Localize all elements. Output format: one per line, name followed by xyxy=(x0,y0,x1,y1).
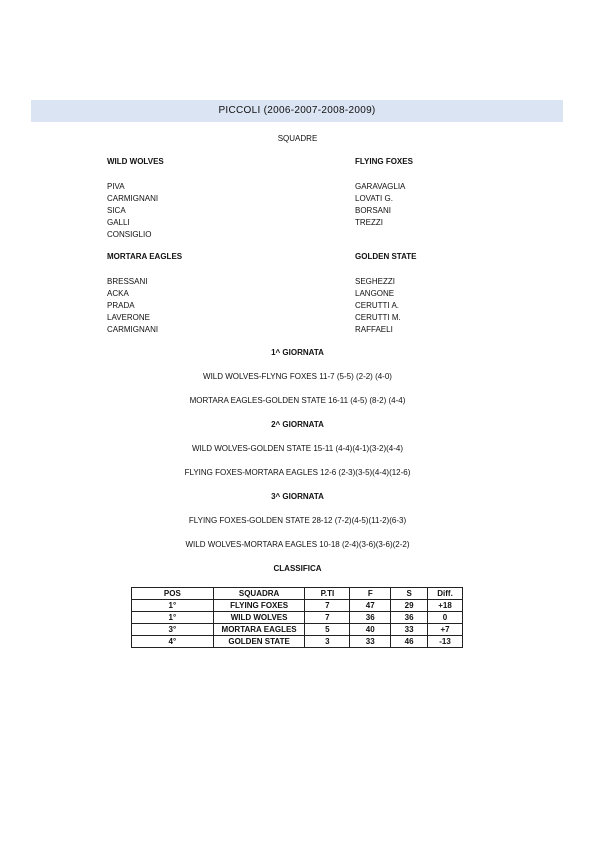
player-name: CONSIGLIO xyxy=(107,230,152,239)
cell-diff: +18 xyxy=(428,600,463,612)
player-name: PIVA xyxy=(107,182,125,191)
cell-squadra: FLYING FOXES xyxy=(213,600,305,612)
cell-punti: 7 xyxy=(305,600,350,612)
cell-f: 40 xyxy=(350,624,391,636)
classifica-heading: CLASSIFICA xyxy=(273,564,322,573)
player-name: GARAVAGLIA xyxy=(355,182,406,191)
match-result: WILD WOLVES-MORTARA EAGLES 10-18 (2-4)(3-6)(3-6)(2-2) xyxy=(185,540,410,549)
match-result: FLYING FOXES-GOLDEN STATE 28-12 (7-2)(4-5)(11-2)(6-3) xyxy=(188,516,407,525)
player-name: CERUTTI M. xyxy=(355,313,401,322)
player-name: ACKA xyxy=(107,289,129,298)
player-name: LAVERONE xyxy=(107,313,150,322)
match-result: MORTARA EAGLES-GOLDEN STATE 16-11 (4-5) (8-2) (4-4) xyxy=(189,396,406,405)
team-name: FLYING FOXES xyxy=(355,157,413,166)
giornata-2-heading: 2^ GIORNATA xyxy=(271,420,324,429)
player-name: SICA xyxy=(107,206,126,215)
cell-s: 29 xyxy=(391,600,428,612)
match-result: WILD WOLVES-FLYNG FOXES 11-7 (5-5) (2-2) (4-0) xyxy=(203,372,392,381)
cell-pos: 1° xyxy=(132,612,214,624)
team-name: MORTARA EAGLES xyxy=(107,252,183,261)
table-row xyxy=(132,636,463,648)
player-name: CARMIGNANI xyxy=(107,194,159,203)
table-row xyxy=(132,600,463,612)
player-name: BRESSANI xyxy=(107,277,148,286)
squadre-heading: SQUADRE xyxy=(277,134,318,143)
cell-diff: -13 xyxy=(428,636,463,648)
header-f: F xyxy=(350,588,391,600)
player-name: CARMIGNANI xyxy=(107,325,159,334)
match-result: WILD WOLVES-GOLDEN STATE 15-11 (4-4)(4-1)(3-2)(4-4) xyxy=(192,444,403,453)
cell-s: 33 xyxy=(391,624,428,636)
cell-diff: 0 xyxy=(428,612,463,624)
cell-f: 47 xyxy=(350,600,391,612)
page-title-banner xyxy=(31,100,563,122)
giornata-1-heading: 1^ GIORNATA xyxy=(271,348,324,357)
cell-f: 33 xyxy=(350,636,391,648)
giornata-3-heading: 3^ GIORNATA xyxy=(271,492,324,501)
player-name: RAFFAELI xyxy=(355,325,393,334)
team-block-mortara-eagles xyxy=(107,252,182,336)
player-name: CERUTTI A. xyxy=(355,301,400,310)
cell-pos: 1° xyxy=(132,600,214,612)
player-name: PRADA xyxy=(107,301,135,310)
player-name: BORSANI xyxy=(355,206,392,215)
cell-squadra: MORTARA EAGLES xyxy=(213,624,305,636)
player-name: GALLI xyxy=(107,218,130,227)
match-result: FLYING FOXES-MORTARA EAGLES 12-6 (2-3)(3-5)(4-4)(12-6) xyxy=(184,468,411,477)
header-pos: POS xyxy=(132,588,214,600)
page-title: PICCOLI (2006-2007-2008-2009) xyxy=(218,105,376,116)
cell-pos: 3° xyxy=(132,624,214,636)
player-name: LOVATI G. xyxy=(355,194,393,203)
table-row xyxy=(132,612,463,624)
cell-punti: 5 xyxy=(305,624,350,636)
team-name: WILD WOLVES xyxy=(107,157,164,166)
table-header-row xyxy=(132,588,463,600)
player-name: LANGONE xyxy=(355,289,395,298)
team-name: GOLDEN STATE xyxy=(355,252,417,261)
header-squadra: SQUADRA xyxy=(213,588,305,600)
standings-table xyxy=(131,587,463,648)
cell-s: 36 xyxy=(391,612,428,624)
cell-f: 36 xyxy=(350,612,391,624)
table-row xyxy=(132,624,463,636)
cell-punti: 3 xyxy=(305,636,350,648)
header-diff: Diff. xyxy=(428,588,463,600)
team-block-flying-foxes xyxy=(355,157,413,229)
cell-diff: +7 xyxy=(428,624,463,636)
cell-pos: 4° xyxy=(132,636,214,648)
cell-squadra: GOLDEN STATE xyxy=(213,636,305,648)
header-punti: P.TI xyxy=(305,588,350,600)
cell-punti: 7 xyxy=(305,612,350,624)
cell-s: 46 xyxy=(391,636,428,648)
team-block-wild-wolves xyxy=(107,157,164,241)
header-s: S xyxy=(391,588,428,600)
player-name: SEGHEZZI xyxy=(355,277,396,286)
player-name: TREZZI xyxy=(355,218,383,227)
team-block-golden-state xyxy=(355,252,416,336)
cell-squadra: WILD WOLVES xyxy=(213,612,305,624)
